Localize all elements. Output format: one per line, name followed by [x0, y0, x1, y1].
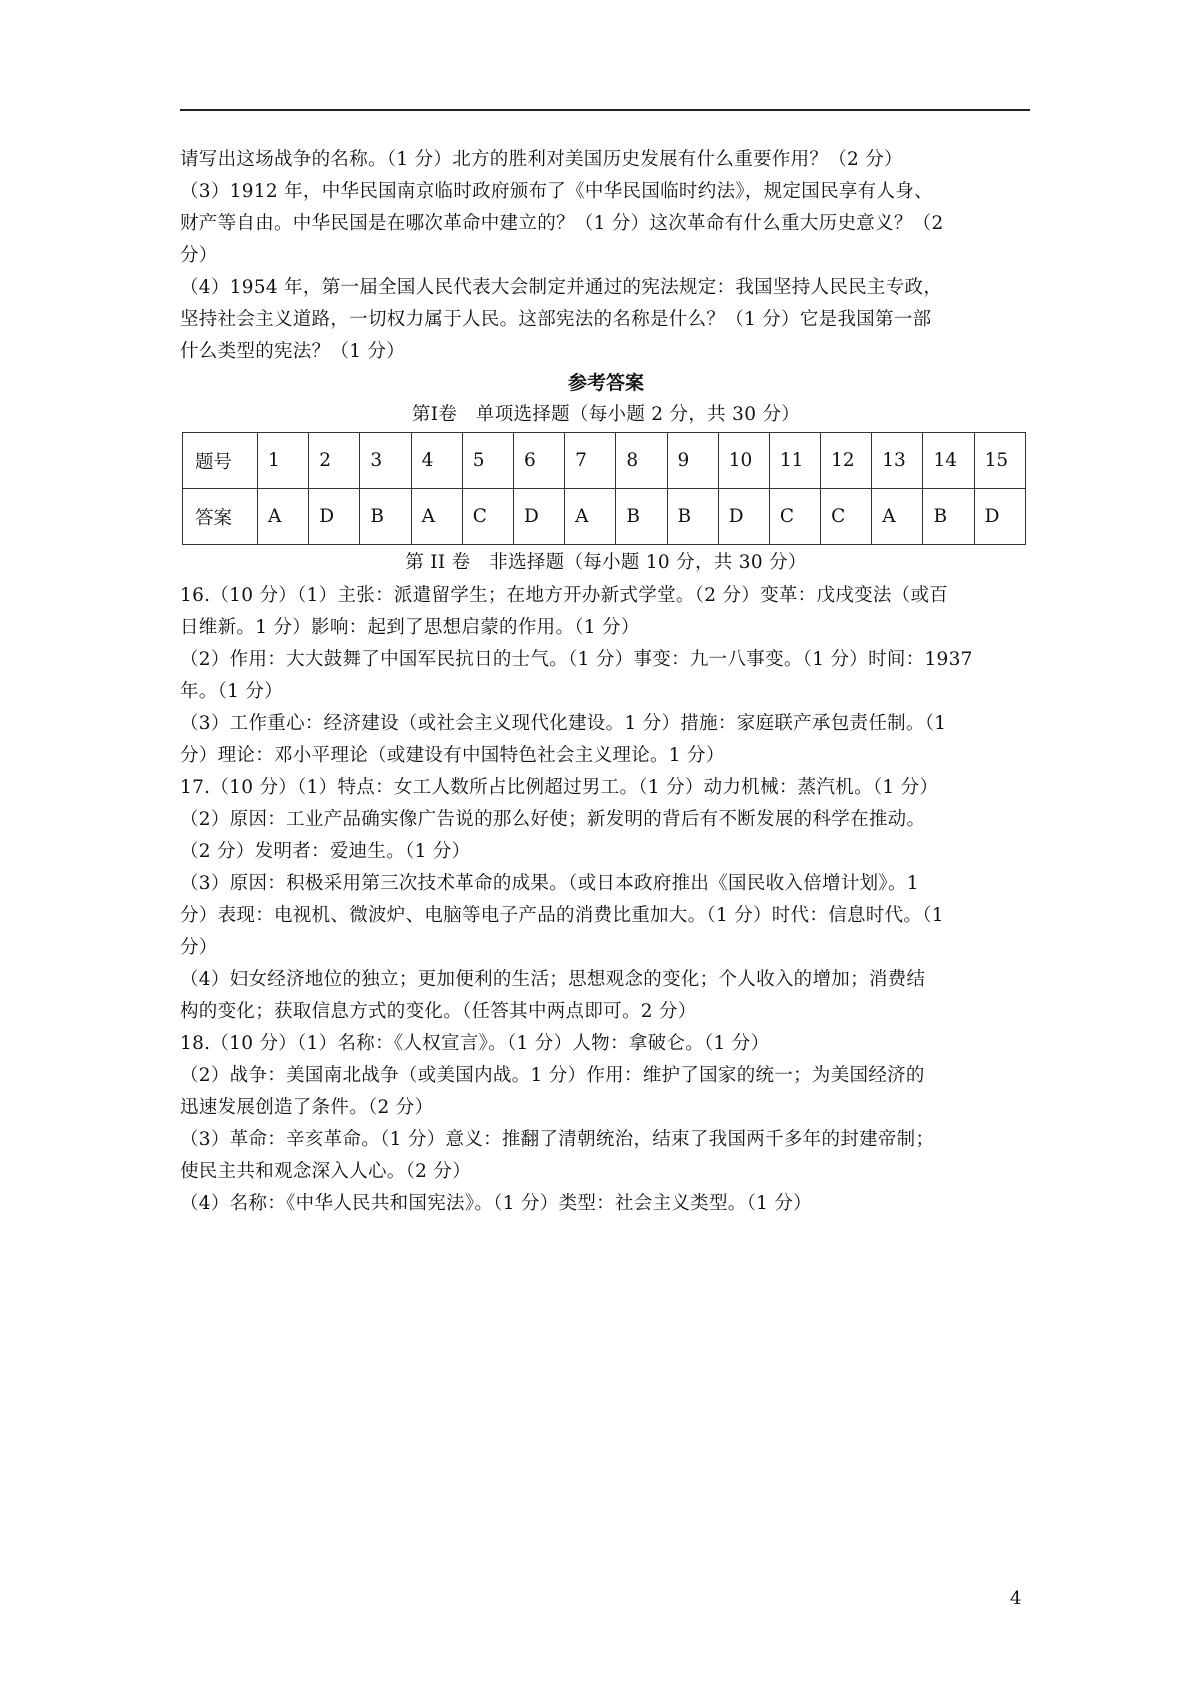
- answer-line: （2）原因：工业产品确实像广告说的那么好使；新发明的背后有不断发展的科学在推动。: [180, 809, 926, 830]
- table-cell: D: [718, 489, 769, 545]
- answer-line: （4）妇女经济地位的独立；更加便利的生活；思想观念的变化；个人收入的增加；消费结: [180, 969, 926, 990]
- table-cell: C: [462, 489, 513, 545]
- table-cell: 5: [462, 433, 513, 489]
- answer-line: 分）表现：电视机、微波炉、电脑等电子产品的消费比重加大。（1 分）时代：信息时代。（1: [180, 905, 944, 926]
- table-cell: 9: [667, 433, 718, 489]
- question-line: 财产等自由。中华民国是在哪次革命中建立的？（1 分）这次革命有什么重大历史意义？（2: [180, 213, 944, 234]
- answer-line: 16.（10 分）（1）主张：派遣留学生；在地方开办新式学堂。（2 分）变革：戊戌变法（或百: [180, 585, 949, 606]
- answer-line: （3）工作重心：经济建设（或社会主义现代化建设。1 分）措施：家庭联产承包责任制。（1: [180, 713, 947, 734]
- table-cell: B: [360, 489, 411, 545]
- table-row: [183, 489, 1026, 545]
- row-label: 答案: [183, 489, 258, 545]
- table-cell: 2: [309, 433, 360, 489]
- table-cell: D: [309, 489, 360, 545]
- question-line: （4）1954 年，第一届全国人民代表大会制定并通过的宪法规定：我国坚持人民民主专政，: [180, 277, 943, 298]
- table-cell: C: [769, 489, 820, 545]
- table-cell: A: [565, 489, 616, 545]
- answer-line: （4）名称：《中华人民共和国宪法》。（1 分）类型：社会主义类型。（1 分）: [180, 1193, 812, 1214]
- answer-explanations: [180, 580, 1032, 1220]
- table-cell: B: [923, 489, 974, 545]
- answer-line: （3）革命：辛亥革命。（1 分）意义：推翻了清朝统治，结束了我国两千多年的封建帝制；: [180, 1129, 935, 1150]
- row-label: 题号: [183, 433, 258, 489]
- table-cell: 10: [718, 433, 769, 489]
- table-cell: D: [513, 489, 564, 545]
- table-cell: A: [411, 489, 462, 545]
- table-cell: 14: [923, 433, 974, 489]
- page-number: 4: [1010, 1588, 1022, 1609]
- table-cell: A: [258, 489, 309, 545]
- answer-line: 17.（10 分）（1）特点：女工人数所占比例超过男工。（1 分）动力机械：蒸汽机。（1 分）: [180, 777, 939, 798]
- answer-table: [182, 432, 1026, 545]
- table-cell: D: [974, 489, 1025, 545]
- answer-line: （3）原因：积极采用第三次技术革命的成果。（或日本政府推出《国民收入倍增计划》。1: [180, 873, 919, 894]
- answer-line: （2）战争：美国南北战争（或美国内战。1 分）作用：维护了国家的统一；为美国经济的: [180, 1065, 925, 1086]
- table-cell: 12: [821, 433, 872, 489]
- answer-line: 分）理论：邓小平理论（或建设有中国特色社会主义理论。1 分）: [180, 745, 725, 766]
- answer-line: （2）作用：大大鼓舞了中国军民抗日的士气。（1 分）事变：九一八事变。（1 分）时间：1937: [180, 649, 973, 670]
- table-cell: 8: [616, 433, 667, 489]
- answer-line: （2 分）发明者：爱迪生。（1 分）: [180, 841, 471, 862]
- answer-line: 迅速发展创造了条件。（2 分）: [180, 1097, 434, 1118]
- part1-caption: 第Ⅰ卷 单项选择题（每小题 2 分，共 30 分）: [411, 404, 801, 425]
- part2-caption: 第 II 卷 非选择题（每小题 10 分，共 30 分）: [405, 552, 807, 573]
- table-cell: A: [872, 489, 923, 545]
- question-line: 请写出这场战争的名称。（1 分）北方的胜利对美国历史发展有什么重要作用？（2 分）: [180, 149, 903, 170]
- table-row: [183, 433, 1026, 489]
- answer-line: 18.（10 分）（1）名称：《人权宣言》。（1 分）人物：拿破仑。（1 分）: [180, 1033, 770, 1054]
- table-cell: 7: [565, 433, 616, 489]
- table-cell: C: [821, 489, 872, 545]
- answer-line: 使民主共和观念深入人心。（2 分）: [180, 1161, 472, 1182]
- table-cell: 4: [411, 433, 462, 489]
- table-cell: 15: [974, 433, 1025, 489]
- question-line: 分）: [180, 245, 218, 266]
- questions-continued: [180, 144, 1032, 368]
- answer-title: 参考答案: [567, 372, 644, 394]
- table-cell: 11: [769, 433, 820, 489]
- table-cell: B: [616, 489, 667, 545]
- question-line: （3）1912 年，中华民国南京临时政府颁布了《中华民国临时约法》，规定国民享有人身、: [180, 181, 933, 202]
- table-cell: B: [667, 489, 718, 545]
- question-line: 什么类型的宪法？（1 分）: [180, 341, 406, 362]
- answer-line: 日维新。1 分）影响：起到了思想启蒙的作用。（1 分）: [180, 617, 640, 638]
- table-cell: 13: [872, 433, 923, 489]
- question-line: 坚持社会主义道路，一切权力属于人民。这部宪法的名称是什么？（1 分）它是我国第一部: [180, 309, 932, 330]
- answer-line: 分）: [180, 937, 218, 958]
- header-rule: [180, 109, 1030, 111]
- table-cell: 6: [513, 433, 564, 489]
- answer-line: 年。（1 分）: [180, 681, 284, 702]
- answer-line: 构的变化；获取信息方式的变化。（任答其中两点即可。2 分）: [180, 1001, 697, 1022]
- table-cell: 3: [360, 433, 411, 489]
- table-cell: 1: [258, 433, 309, 489]
